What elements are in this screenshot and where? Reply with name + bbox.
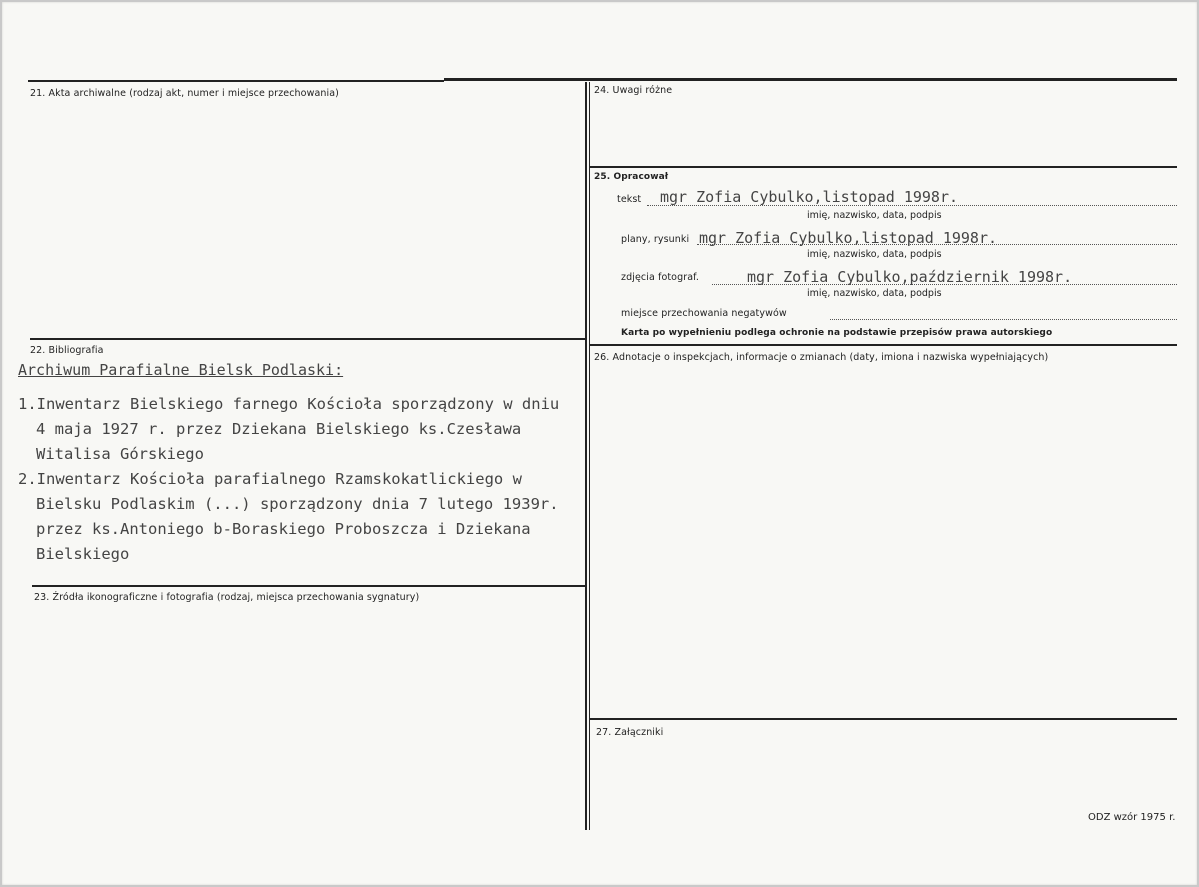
field-26-label: 26. Adnotacje o inspekcjach, informacje o zmianach (daty, imiona i nazwiska wypełniających) (594, 352, 1049, 363)
field-25-label: 25. Opracował (594, 172, 669, 182)
rule-22-23 (32, 585, 586, 587)
zdjecia-caption: imię, nazwisko, data, podpis (807, 288, 942, 299)
field-21-label: 21. Akta archiwalne (rodzaj akt, numer i miejsce przechowania) (30, 88, 339, 99)
field-24-label: 24. Uwagi różne (594, 85, 673, 96)
rule-26-27 (590, 718, 1177, 720)
plany-caption: imię, nazwisko, data, podpis (807, 249, 942, 260)
tekst-caption: imię, nazwisko, data, podpis (807, 210, 942, 221)
rule-25-26 (590, 344, 1177, 346)
rule-21-22 (30, 338, 586, 340)
bibliography-line-7: Bielskiego (36, 545, 130, 563)
zdjecia-value: mgr Zofia Cybulko,październik 1998r. (747, 268, 1073, 286)
negatywy-label: miejsce przechowania negatywów (621, 308, 787, 319)
bibliography-line-4: 2.Inwentarz Kościoła parafialnego Rzamskokatlickiego w (18, 470, 522, 488)
tekst-value: mgr Zofia Cybulko,listopad 1998r. (660, 188, 959, 206)
top-rule-right (444, 78, 1177, 81)
bibliography-line-1: 1.Inwentarz Bielskiego farnego Kościoła sporządzony w dniu (18, 395, 560, 413)
bibliography-heading: Archiwum Parafialne Bielsk Podlaski: (18, 361, 344, 379)
zdjecia-label: zdjęcia fotograf. (621, 272, 700, 283)
field-23-label: 23. Źródła ikonograficzne i fotografia (rodzaj, miejsca przechowania sygnatury) (34, 592, 420, 603)
negatywy-line (830, 319, 1177, 320)
bibliography-line-2: 4 maja 1927 r. przez Dziekana Bielskiego ks.Czesława (36, 420, 522, 438)
plany-label: plany, rysunki (621, 234, 690, 245)
top-rule-left (28, 80, 444, 82)
record-card (2, 2, 1197, 885)
copyright-note: Karta po wypełnieniu podlega ochronie na podstawie przepisów prawa autorskiego (621, 328, 1053, 338)
form-code: ODZ wzór 1975 r. (1088, 812, 1176, 823)
field-22-label: 22. Bibliografia (30, 345, 104, 356)
bibliography-line-6: przez ks.Antoniego b-Boraskiego Proboszcza i Dziekana (36, 520, 531, 538)
tekst-label: tekst (617, 194, 642, 205)
bibliography-line-5: Bielsku Podlaskim (...) sporządzony dnia 7 lutego 1939r. (36, 495, 559, 513)
rule-24-25 (590, 166, 1177, 168)
bibliography-line-3: Witalisa Górskiego (36, 445, 204, 463)
plany-value: mgr Zofia Cybulko,listopad 1998r. (699, 229, 998, 247)
center-divider-left (585, 82, 587, 830)
field-27-label: 27. Załączniki (596, 727, 664, 738)
